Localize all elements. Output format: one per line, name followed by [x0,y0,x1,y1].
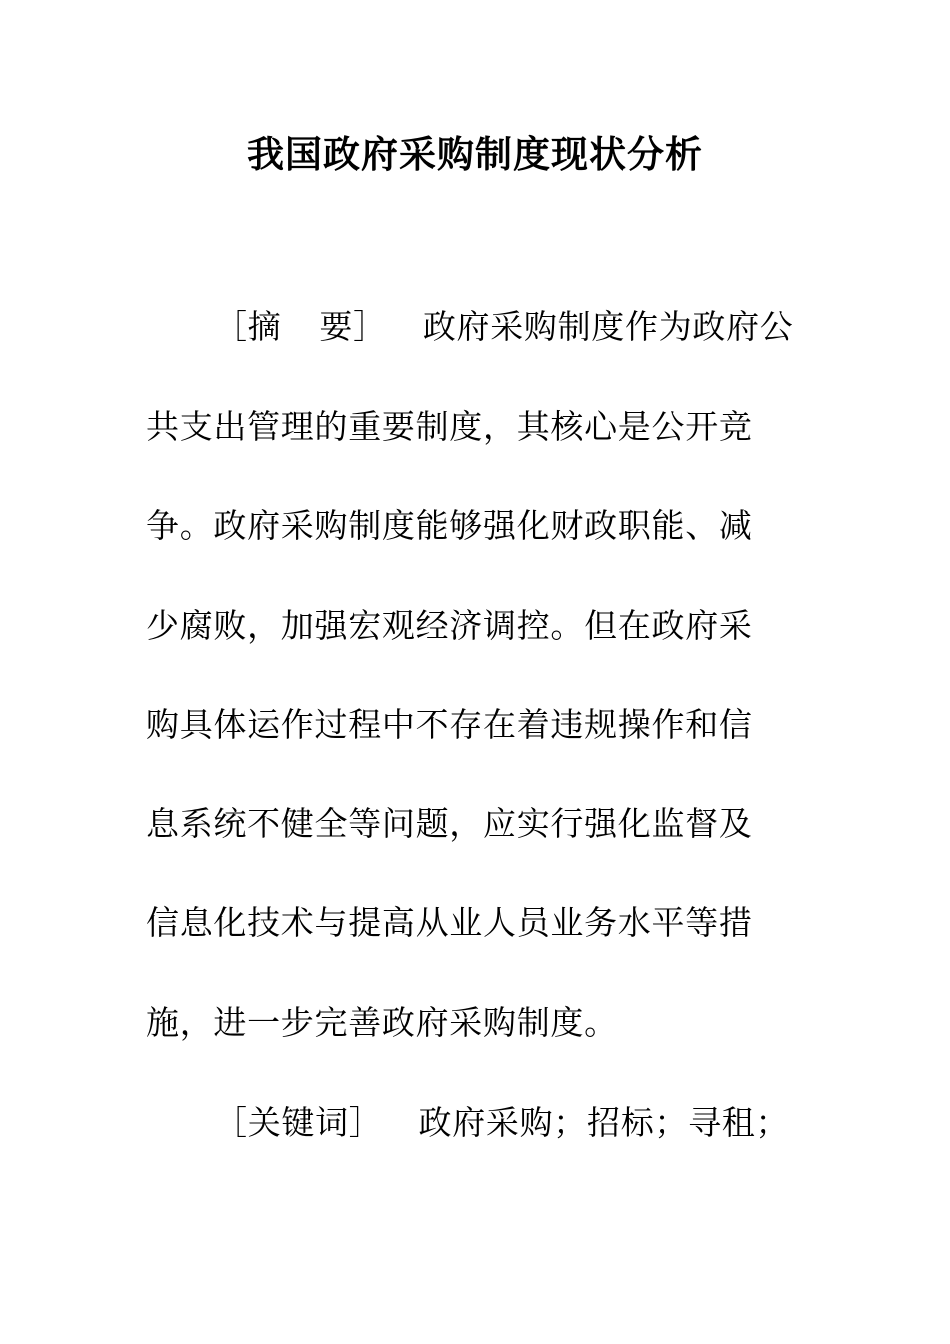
abstract-line-4: 少腐败，加强宏观经济调控。但在政府采 [146,606,753,645]
abstract-label-open: ［摘 [214,307,282,346]
abstract-line-2: 共支出管理的重要制度，其核心是公开竞 [146,407,753,446]
abstract-line-5: 购具体运作过程中不存在着违规操作和信 [146,705,753,744]
keywords-line [214,1100,789,1146]
abstract-line-6: 息系统不健全等问题，应实行强化监督及 [146,804,753,843]
abstract-line-8: 施，进一步完善政府采购制度。 [146,1003,618,1042]
abstract-line-1: 政府采购制度作为政府公 [422,307,794,346]
abstract-label-close: 要］ [319,307,387,346]
abstract-first-line [214,304,794,350]
abstract-line-3: 争。政府采购制度能够强化财政职能、减 [146,506,753,545]
keywords-label: ［关键词］ [214,1103,383,1142]
abstract-line-7: 信息化技术与提高从业人员业务水平等措 [146,903,753,942]
document-title: 我国政府采购制度现状分析 [247,132,703,176]
keywords-text: 政府采购；招标；寻租； [418,1103,790,1142]
